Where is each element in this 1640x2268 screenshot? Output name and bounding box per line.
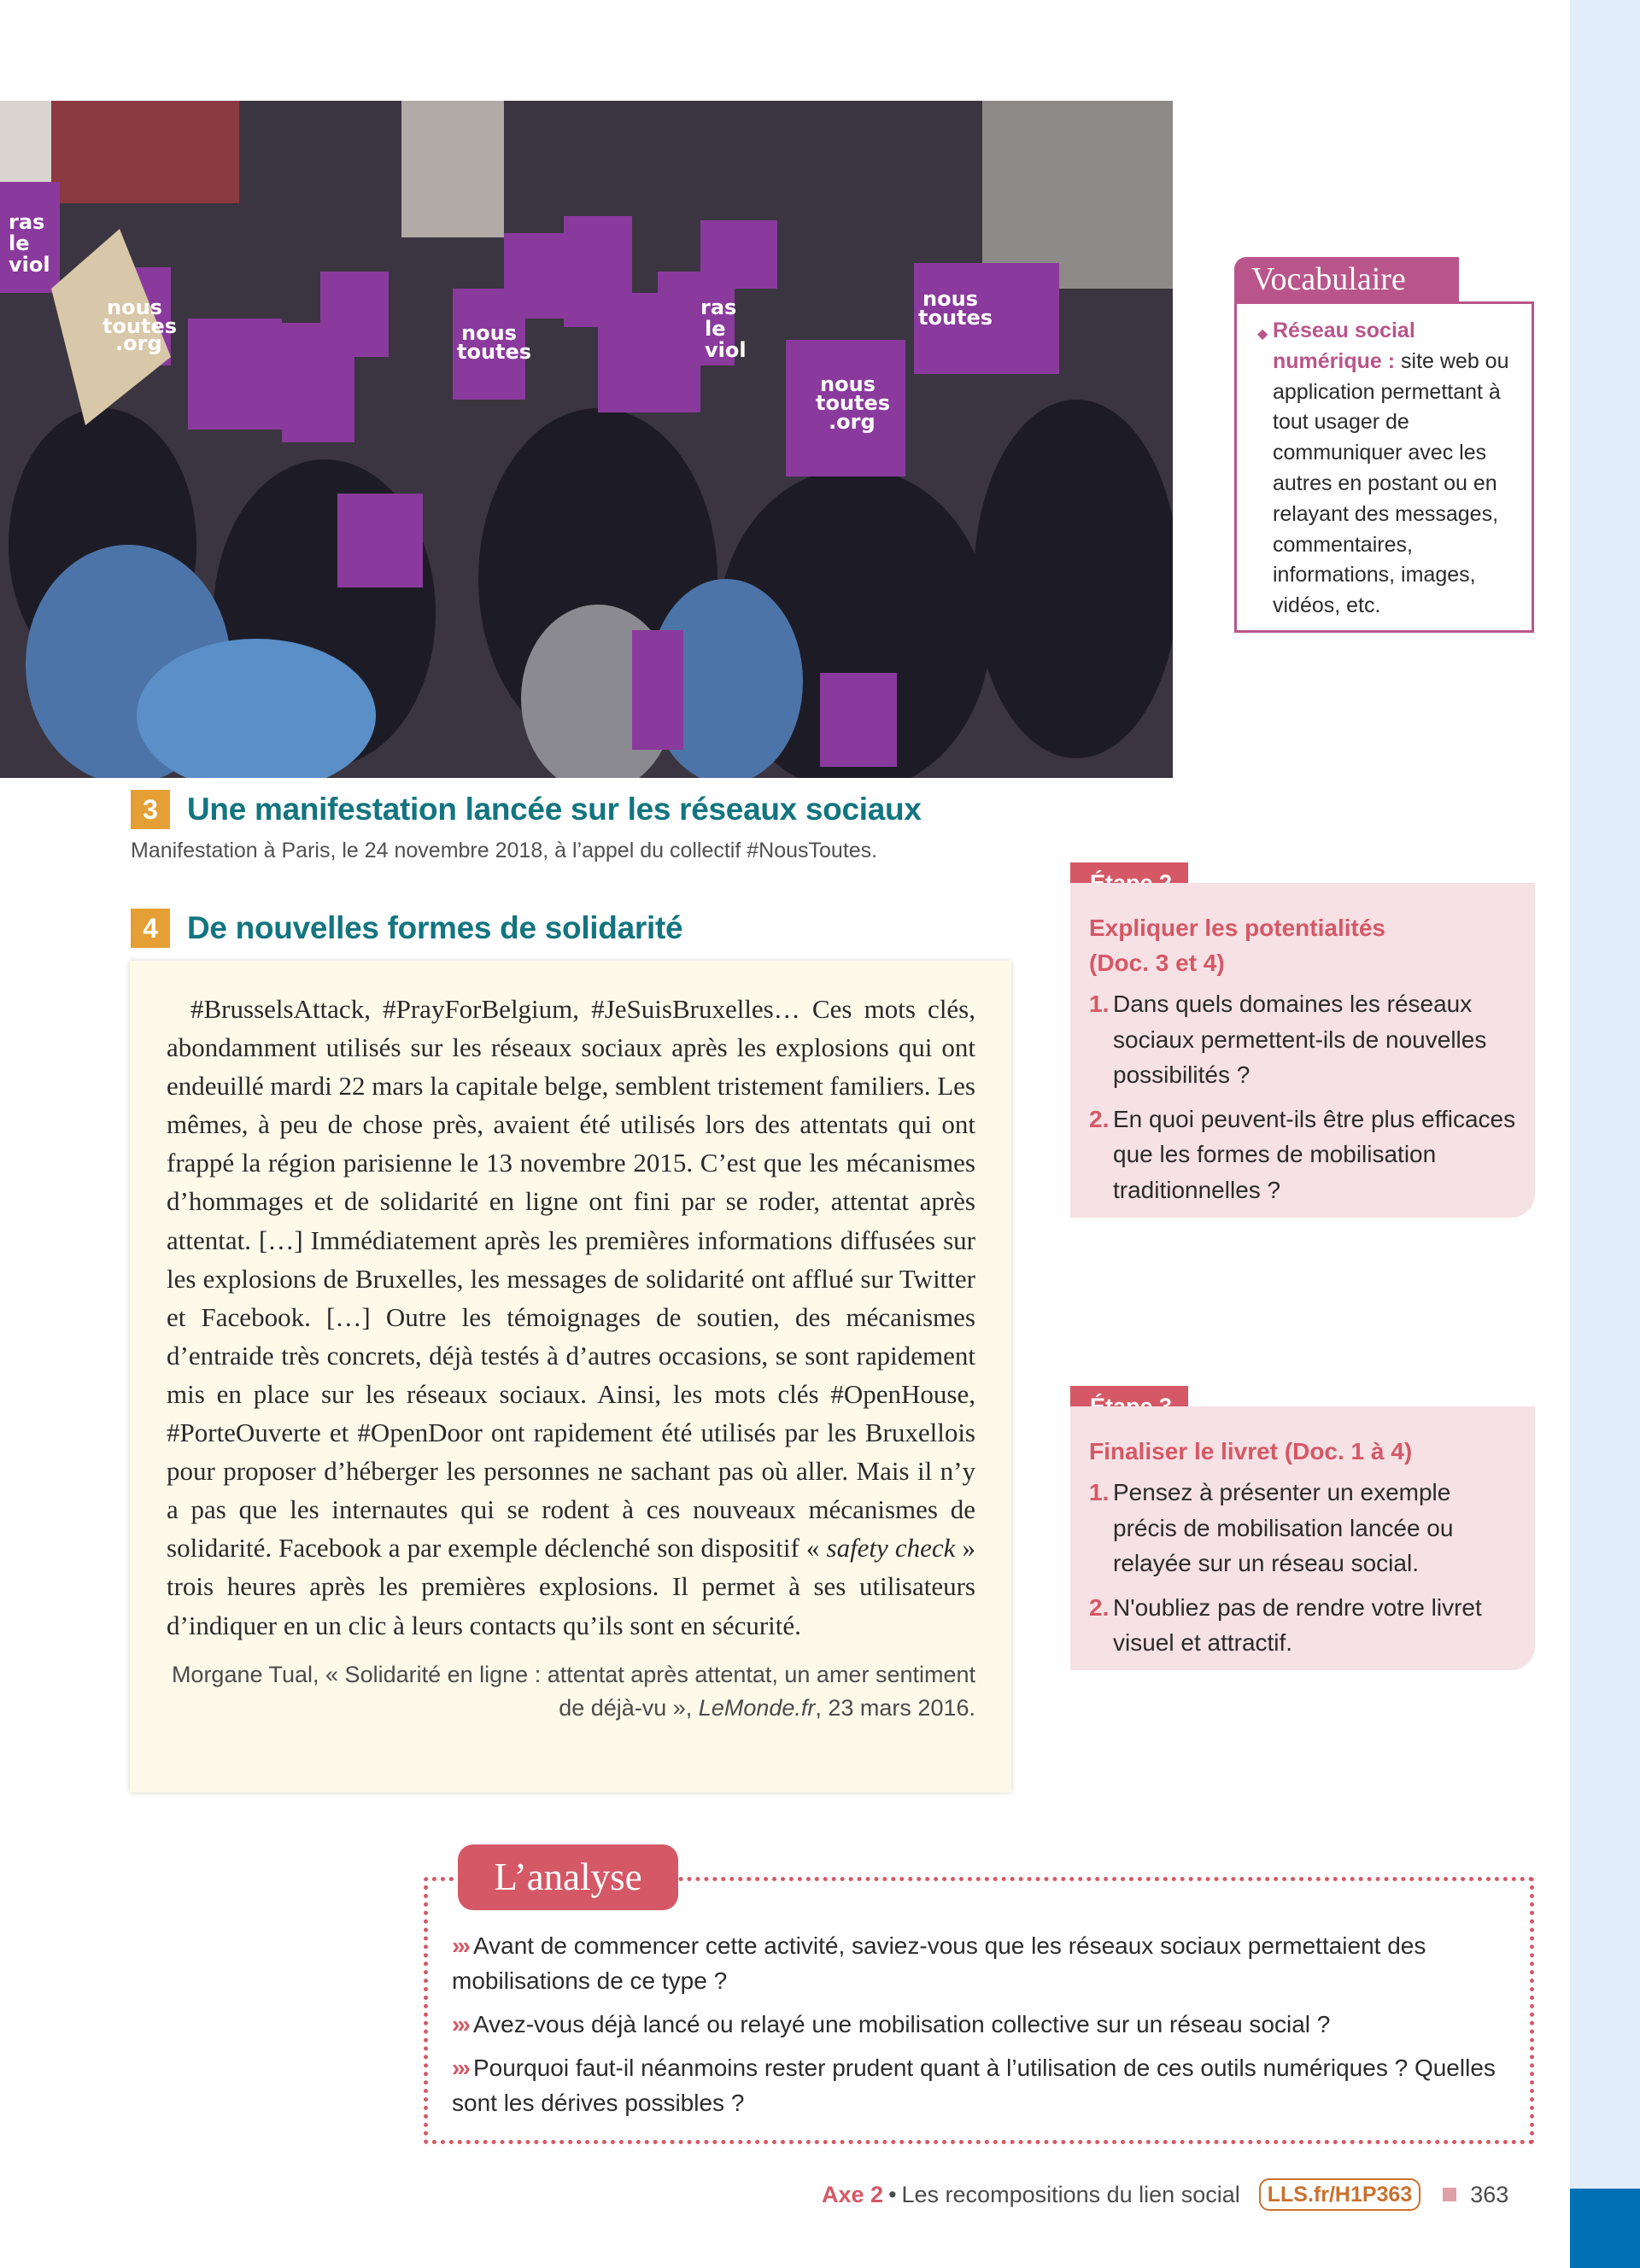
doc4-title: De nouvelles formes de solidarité: [187, 910, 683, 945]
doc4-number-badge: 4: [131, 909, 170, 948]
svg-text:toutes: toutes: [102, 314, 178, 338]
etape2-heading-line1: Expliquer les potentialités: [1089, 915, 1385, 941]
vocabulary-box: [1234, 301, 1534, 633]
footer-square-icon: [1443, 2188, 1456, 2201]
analyse-question-text: Avant de commencer cette activité, saviez-vous que les réseaux sociaux permettaient des mobilisations de ce type ?: [452, 1932, 1426, 1994]
svg-text:toutes: toutes: [457, 340, 532, 364]
triple-chevron-icon: ›››: [452, 2055, 468, 2081]
vocabulary-term: Réseau social numérique :: [1273, 319, 1415, 373]
question-number: 2.: [1089, 1593, 1110, 1621]
vocabulary-title: Vocabulaire: [1234, 257, 1459, 301]
vocabulary-definition: site web ou application permettant à tout usager de communiquer avec les autres en postant ou en relayant des messages, commentaires, informations, images, vidéos, etc.: [1273, 348, 1509, 618]
question-text: Pensez à présenter un exemple précis de mobilisation lancée ou relayée sur un réseau social.: [1113, 1479, 1454, 1576]
etape2-question-1: [1089, 986, 1518, 1093]
svg-text:viol: viol: [705, 338, 747, 362]
svg-text:viol: viol: [9, 253, 50, 277]
etape2-heading: [1089, 910, 1518, 980]
question-number: 1.: [1089, 991, 1110, 1017]
question-text: En quoi peuvent-ils être plus efficaces que les formes de mobilisation traditionnelles ?: [1113, 1105, 1516, 1203]
etape3-question-1: [1089, 1475, 1518, 1581]
page-footer: [822, 2178, 1508, 2211]
page-number: 363: [1470, 2181, 1509, 2207]
question-number: 2.: [1089, 1105, 1110, 1132]
analyse-question-2: [452, 2007, 1511, 2042]
etape2-questions: [1089, 986, 1518, 1207]
triple-chevron-icon: ›››: [452, 2011, 468, 2037]
svg-text:nous: nous: [820, 372, 876, 396]
svg-text:toutes: toutes: [918, 306, 993, 330]
doc4-text-box: [130, 961, 1011, 1792]
article-text-end: » trois heures après les premières explosions. Il permet à ses utilisateurs d’indiquer en un clic à leurs contacts qu’ils sont en sécurité.: [167, 1533, 975, 1640]
analyse-title: L’analyse: [458, 1844, 678, 1910]
footer-axe: Axe 2: [822, 2181, 884, 2207]
article-excerpt: [167, 990, 975, 1645]
demonstration-photo: [0, 101, 1173, 778]
etape2-question-2: [1089, 1102, 1518, 1208]
analyse-question-text: Pourquoi faut-il néanmoins rester prudent quant à l’utilisation de ces outils numériques ? Quelles sont les dérives possibles ?: [452, 2055, 1496, 2116]
etape3-questions: [1089, 1475, 1518, 1661]
svg-text:.org: .org: [115, 331, 162, 355]
svg-text:le: le: [705, 317, 726, 341]
diamond-bullet-icon: ◆: [1257, 327, 1268, 342]
footer-separator: •: [888, 2181, 897, 2207]
etape3-heading: [1089, 1434, 1518, 1469]
etape2-heading-line2: (Doc. 3 et 4): [1089, 950, 1225, 976]
analyse-question-3: [452, 2050, 1511, 2120]
page-edge-tab: [1570, 2189, 1640, 2268]
svg-text:toutes: toutes: [816, 391, 891, 415]
svg-text:ras: ras: [700, 295, 737, 319]
article-text: #BrusselsAttack, #PrayForBelgium, #JeSuisBruxelles… Ces mots clés, abondamment utilisés sur les réseaux sociaux après les explosions qui ont endeuillé mardi 22 mars la capitale belge, semblent tristement familiers. Les mêmes, à peu de chose près, avaient été utilisés lors des attentats qui ont frappé la région parisienne le 13 novembre 2015. C’est que les mécanismes d’hommages et de solidarité en ligne ont fini par se roder, attentat après attentat. […] Immédiatement après les premières informations diffusées sur les explosions de Bruxelles, les messages de solidarité ont afflué sur Twitter et Facebook. […] Outre les témoignages de soutien, des mécanismes d’entraide très concrets, déjà testés à d’autres occasions, se sont rapidement mis en place sur les réseaux sociaux. Ainsi, les mots clés #OpenHouse, #PorteOuverte et #OpenDoor ont rapidement été utilisés par les Bruxellois pour proposer d’héberger les personnes ne sachant pas où aller. Mais il n’y a pas que les internautes qui se rodent à ces nouveaux mécanismes de solidarité. Facebook a par exemple déclenché son dispositif «: [167, 994, 975, 1564]
analyse-questions: [452, 1928, 1511, 2129]
svg-text:le: le: [9, 231, 30, 255]
analyse-question-text: Avez-vous déjà lancé ou relayé une mobilisation collective sur un réseau social ?: [472, 2011, 1331, 2037]
footer-link[interactable]: LLS.fr/H1P363: [1259, 2178, 1421, 2211]
svg-text:.org: .org: [829, 410, 876, 434]
doc3-caption: Manifestation à Paris, le 24 novembre 2018, à l’appel du collectif #NousToutes.: [131, 839, 878, 862]
page-edge-strip: [1570, 0, 1640, 2268]
article-italic-term: safety check: [826, 1533, 956, 1564]
etape3-heading-line1: Finaliser le livret (Doc. 1 à 4): [1089, 1438, 1413, 1464]
doc3-number-badge: 3: [131, 790, 170, 829]
source-publication: LeMonde.fr: [698, 1694, 816, 1721]
question-text: Dans quels domaines les réseaux sociaux permettent-ils de nouvelles possibilités ?: [1113, 991, 1487, 1088]
svg-text:nous: nous: [922, 287, 978, 311]
svg-text:nous: nous: [107, 295, 162, 319]
source-date: , 23 mars 2016.: [815, 1694, 975, 1721]
doc3-heading: [131, 790, 922, 829]
doc3-title: Une manifestation lancée sur les réseaux sociaux: [187, 792, 922, 827]
footer-chapter: Les recompositions du lien social: [901, 2181, 1240, 2207]
analyse-question-1: [452, 1928, 1511, 1998]
triple-chevron-icon: ›››: [452, 1932, 468, 1959]
question-text: N'oubliez pas de rendre votre livret visuel et attractif.: [1113, 1593, 1482, 1656]
source-author-title: Morgane Tual, « Solidarité en ligne : attentat après attentat, un amer sentiment de déjà-vu »,: [171, 1661, 975, 1721]
article-source: [167, 1658, 975, 1725]
etape3-box: [1070, 1406, 1535, 1670]
svg-text:ras: ras: [9, 210, 45, 234]
etape2-box: [1070, 883, 1535, 1218]
doc4-heading: [131, 909, 682, 948]
svg-text:nous: nous: [461, 321, 517, 345]
question-number: 1.: [1089, 1479, 1110, 1505]
etape3-question-2: [1089, 1590, 1518, 1661]
crowd-illustration: [0, 101, 1173, 778]
